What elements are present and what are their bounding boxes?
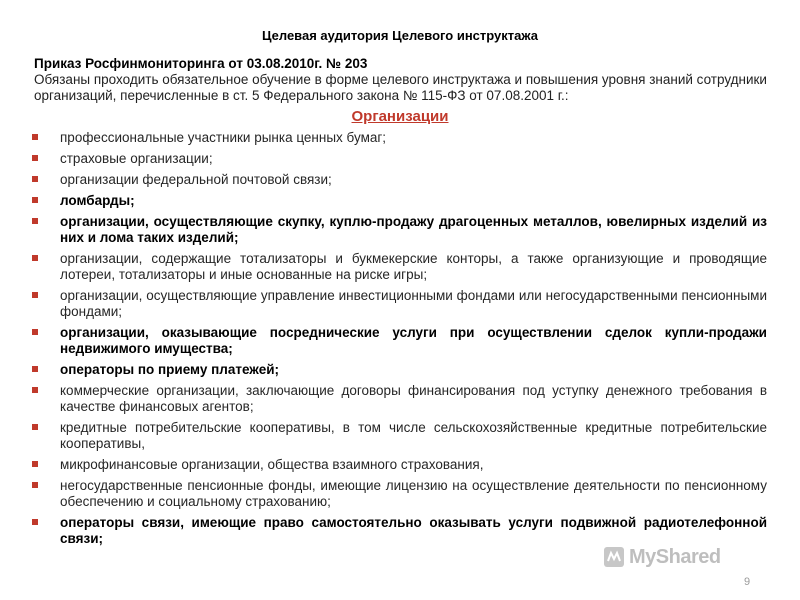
list-item xyxy=(32,172,767,188)
intro-text: Обязаны проходить обязательное обучение в форме целевого инструктажа и повышения уровня знаний сотрудники организаций, перечисленные в ст. 5 Федерального закона № 115-ФЗ от 07.08.2001 г.: xyxy=(34,72,767,103)
list-item xyxy=(32,515,767,547)
bullet-icon xyxy=(32,197,38,203)
organization-list xyxy=(32,130,767,552)
section-heading: Организации xyxy=(351,108,449,125)
list-item-text: организации, осуществляющие скупку, куплю-продажу драгоценных металлов, ювелирных изделий из них и лома таких изделий; xyxy=(60,214,767,245)
bullet-icon xyxy=(32,155,38,161)
bullet-icon xyxy=(32,134,38,140)
bullet-icon xyxy=(32,329,38,335)
list-item-text: организации федеральной почтовой связи; xyxy=(60,172,332,187)
list-item-text: профессиональные участники рынка ценных бумаг; xyxy=(60,130,387,145)
list-item xyxy=(32,457,767,473)
list-item xyxy=(32,151,767,167)
list-item xyxy=(32,420,767,452)
bullet-icon xyxy=(32,519,38,525)
list-item xyxy=(32,383,767,415)
list-item-text: коммерческие организации, заключающие договоры финансирования под уступку денежного требования в качестве финансовых агентов; xyxy=(60,383,767,414)
list-item xyxy=(32,251,767,283)
bullet-icon xyxy=(32,482,38,488)
bullet-icon xyxy=(32,461,38,467)
list-item xyxy=(32,362,767,378)
list-item-text: операторы связи, имеющие право самостоятельно оказывать услуги подвижной радиотелефонной связи; xyxy=(60,515,767,546)
bullet-icon xyxy=(32,292,38,298)
slide-title: Целевая аудитория Целевого инструктажа xyxy=(261,28,538,43)
list-item-text: страховые организации; xyxy=(60,151,213,166)
list-item-text: негосударственные пенсионные фонды, имеющие лицензию на осуществление деятельности по пенсионному обеспечению и социальному страхованию; xyxy=(60,478,767,509)
order-title: Приказ Росфинмониторинга от 03.08.2010г. № 203 xyxy=(34,56,368,71)
bullet-icon xyxy=(32,218,38,224)
list-item xyxy=(32,325,767,357)
list-item xyxy=(32,130,767,146)
bullet-icon xyxy=(32,255,38,261)
list-item xyxy=(32,193,767,209)
watermark xyxy=(603,544,753,570)
bullet-icon xyxy=(32,424,38,430)
list-item xyxy=(32,288,767,320)
list-item xyxy=(32,478,767,510)
list-item-text: организации, содержащие тотализаторы и букмекерские конторы, а также организующие и проводящие лотереи, тотализаторы и иные основанные на риске игры; xyxy=(60,251,767,282)
bullet-icon xyxy=(32,366,38,372)
list-item-text: микрофинансовые организации, общества взаимного страхования, xyxy=(60,457,484,472)
watermark-logo-icon xyxy=(603,546,625,568)
list-item-text: операторы по приему платежей; xyxy=(60,362,279,377)
bullet-icon xyxy=(32,387,38,393)
list-item-text: организации, оказывающие посреднические услуги при осуществлении сделок купли-продажи недвижимого имущества; xyxy=(60,325,767,356)
list-item-text: ломбарды; xyxy=(60,193,135,208)
list-item xyxy=(32,214,767,246)
bullet-icon xyxy=(32,176,38,182)
list-item-text: организации, осуществляющие управление инвестиционными фондами или негосударственными пенсионными фондами; xyxy=(60,288,767,319)
list-item-text: кредитные потребительские кооперативы, в том числе сельскохозяйственные кредитные потребительские кооперативы, xyxy=(60,420,767,451)
page-number: 9 xyxy=(744,576,751,588)
watermark-text: MyShared xyxy=(629,545,721,568)
